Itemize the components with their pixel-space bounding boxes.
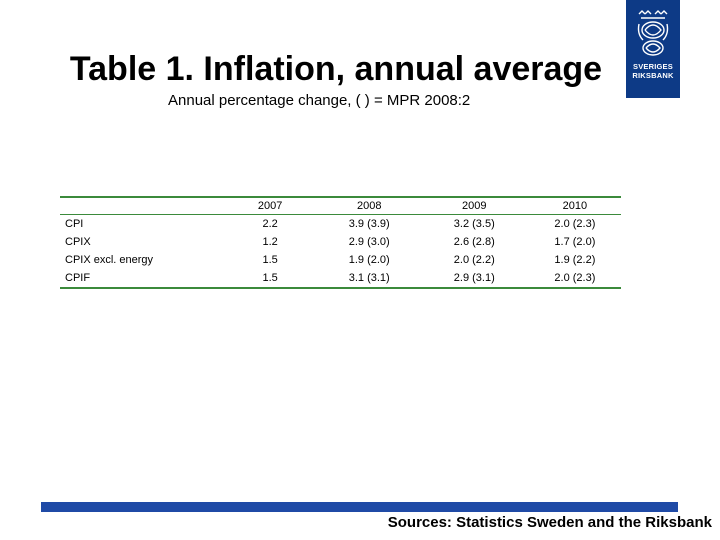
logo-text-riksbank: RIKSBANK	[632, 71, 674, 80]
table-cell: 2.0 (2.3)	[554, 272, 596, 284]
table-row	[60, 269, 621, 288]
table-cell: 2.9 (3.0)	[348, 236, 390, 248]
header-cell-2010: 2010	[529, 197, 621, 215]
row-label: CPIX excl. energy	[65, 254, 154, 266]
table-row	[60, 215, 621, 234]
table-cell: 1.9 (2.0)	[348, 254, 390, 266]
table-row	[60, 233, 621, 251]
table-cell: 1.5	[262, 272, 278, 284]
table-row	[60, 251, 621, 269]
row-label: CPI	[65, 218, 84, 230]
logo-text-sveriges: SVERIGES	[633, 62, 673, 71]
table-cell: 2.2	[262, 218, 278, 230]
table-cell: 3.9 (3.9)	[348, 218, 390, 230]
slide-title: Table 1. Inflation, annual average	[69, 50, 603, 88]
table-cell: 2.0 (2.3)	[554, 218, 596, 230]
row-label: CPIF	[65, 272, 91, 284]
table-cell: 3.2 (3.5)	[453, 218, 495, 230]
header-cell-2008: 2008	[319, 197, 420, 215]
riksbank-crest-icon	[633, 8, 673, 60]
riksbank-logo	[626, 0, 680, 98]
header-cell-2009: 2009	[420, 197, 529, 215]
table-cell: 1.9 (2.2)	[554, 254, 596, 266]
table-cell: 2.9 (3.1)	[453, 272, 495, 284]
header-cell-empty	[60, 197, 222, 215]
table-cell: 3.1 (3.1)	[348, 272, 390, 284]
table-cell: 1.7 (2.0)	[554, 236, 596, 248]
table-cell: 2.6 (2.8)	[453, 236, 495, 248]
table-cell: 1.5	[262, 254, 278, 266]
row-label: CPIX	[65, 236, 91, 248]
slide-subtitle: Annual percentage change, ( ) = MPR 2008:2	[168, 92, 471, 109]
inflation-table	[60, 196, 621, 289]
table-header-row	[60, 197, 621, 215]
sources-note: Sources: Statistics Sweden and the Riksbank	[387, 514, 712, 531]
table-cell: 1.2	[262, 236, 278, 248]
table-cell: 2.0 (2.2)	[453, 254, 495, 266]
header-cell-2007: 2007	[222, 197, 319, 215]
footer-divider-bar	[41, 502, 678, 512]
